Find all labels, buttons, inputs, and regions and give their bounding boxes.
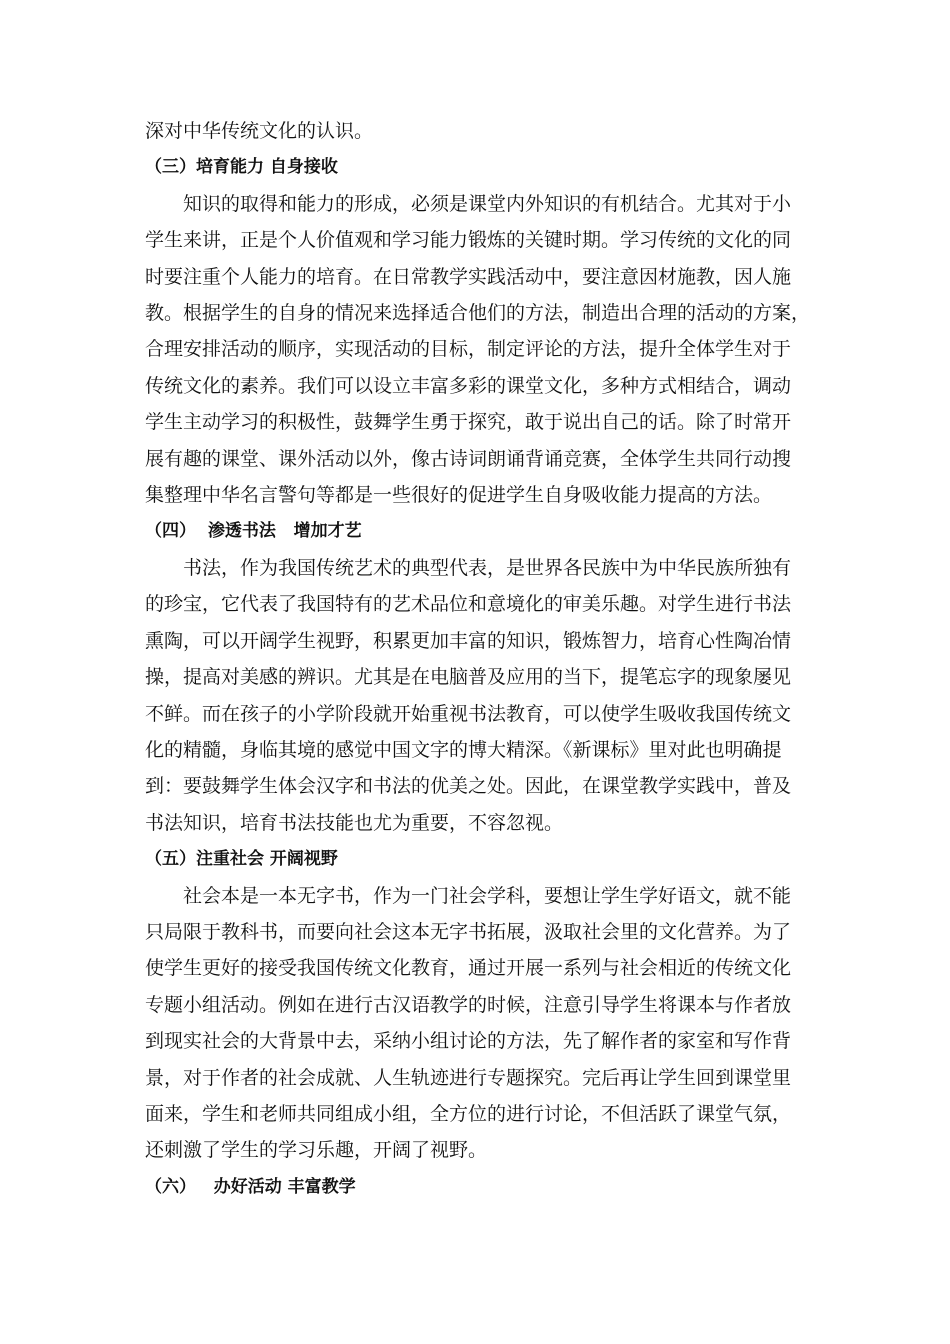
paragraph-line: 专题小组活动。例如在进行古汉语教学的时候，注意引导学生将课本与作者放 <box>145 993 792 1016</box>
section-heading-6: （六） 办好活动 丰富教学 <box>145 1176 356 1197</box>
paragraph-line: 时要注重个人能力的培育。在日常教学实践活动中，要注意因材施教，因人施 <box>145 265 792 288</box>
paragraph-line: 熏陶，可以开阔学生视野，积累更加丰富的知识，锻炼智力，培育心性陶冶情 <box>145 629 792 652</box>
section-heading-3: （三）培育能力 自身接收 <box>145 157 338 178</box>
paragraph-line: 集整理中华名言警句等都是一些很好的促进学生自身吸收能力提高的方法。 <box>145 484 773 507</box>
paragraph-line: 还刺激了学生的学习乐趣，开阔了视野。 <box>145 1139 488 1162</box>
paragraph-line: 不鲜。而在孩子的小学阶段就开始重视书法教育，可以使学生吸收我国传统文 <box>145 702 792 725</box>
paragraph-line: 只局限于教科书，而要向社会这本无字书拓展，汲取社会里的文化营养。为了 <box>145 920 792 943</box>
paragraph-line: 到现实社会的大背景中去，采纳小组讨论的方法，先了解作者的家室和写作背 <box>145 1030 792 1053</box>
paragraph-line: 学生主动学习的积极性，鼓舞学生勇于探究，敢于说出自己的话。除了时常开 <box>145 411 792 434</box>
paragraph-line: 学生来讲，正是个人价值观和学习能力锻炼的关键时期。学习传统的文化的同 <box>145 229 792 252</box>
paragraph-line: 到：要鼓舞学生体会汉字和书法的优美之处。因此，在课堂教学实践中，普及 <box>145 775 792 798</box>
paragraph-line: 书法知识，培育书法技能也尤为重要，不容忽视。 <box>145 811 564 834</box>
paragraph-line: 景，对于作者的社会成就、人生轨迹进行专题探究。完后再让学生回到课堂里 <box>145 1066 792 1089</box>
paragraph-line: 社会本是一本无字书，作为一门社会学科，要想让学生学好语文，就不能 <box>183 884 792 907</box>
paragraph-line: 面来，学生和老师共同组成小组，全方位的进行讨论，不但活跃了课堂气氛， <box>145 1102 792 1125</box>
paragraph-line: 知识的取得和能力的形成，必须是课堂内外知识的有机结合。尤其对于小 <box>183 192 792 215</box>
section-body-3 <box>145 186 811 514</box>
paragraph-line: 的珍宝，它代表了我国特有的艺术品位和意境化的审美乐趣。对学生进行书法 <box>145 593 792 616</box>
paragraph-line: 传统文化的素养。我们可以设立丰富多彩的课堂文化，多种方式相结合，调动 <box>145 374 792 397</box>
document-page <box>145 113 811 1205</box>
paragraph-line: 合理安排活动的顺序，实现活动的目标，制定评论的方法，提升全体学生对于 <box>145 338 792 361</box>
lead-line: 深对中华传统文化的认识。 <box>145 120 374 142</box>
paragraph-line: 展有趣的课堂、课外活动以外，像古诗词朗诵背诵竞赛，全体学生共同行动搜 <box>145 447 792 470</box>
section-heading-4: （四） 渗透书法 增加才艺 <box>145 521 362 542</box>
section-body-4 <box>145 550 805 841</box>
section-body-5 <box>145 878 805 1169</box>
paragraph-line: 书法，作为我国传统艺术的典型代表，是世界各民族中为中华民族所独有 <box>183 556 792 579</box>
paragraph-line: 化的精髓，身临其境的感觉中国文字的博大精深。《新课标》里对此也明确提 <box>145 738 782 761</box>
paragraph-line: 使学生更好的接受我国传统文化教育，通过开展一系列与社会相近的传统文化 <box>145 957 792 980</box>
section-heading-5: （五）注重社会 开阔视野 <box>145 849 338 870</box>
paragraph-line: 教。根据学生的自身的情况来选择适合他们的方法，制造出合理的活动的方案， <box>145 302 811 325</box>
paragraph-line: 操，提高对美感的辨识。尤其是在电脑普及应用的当下，提笔忘字的现象屡见 <box>145 666 792 689</box>
